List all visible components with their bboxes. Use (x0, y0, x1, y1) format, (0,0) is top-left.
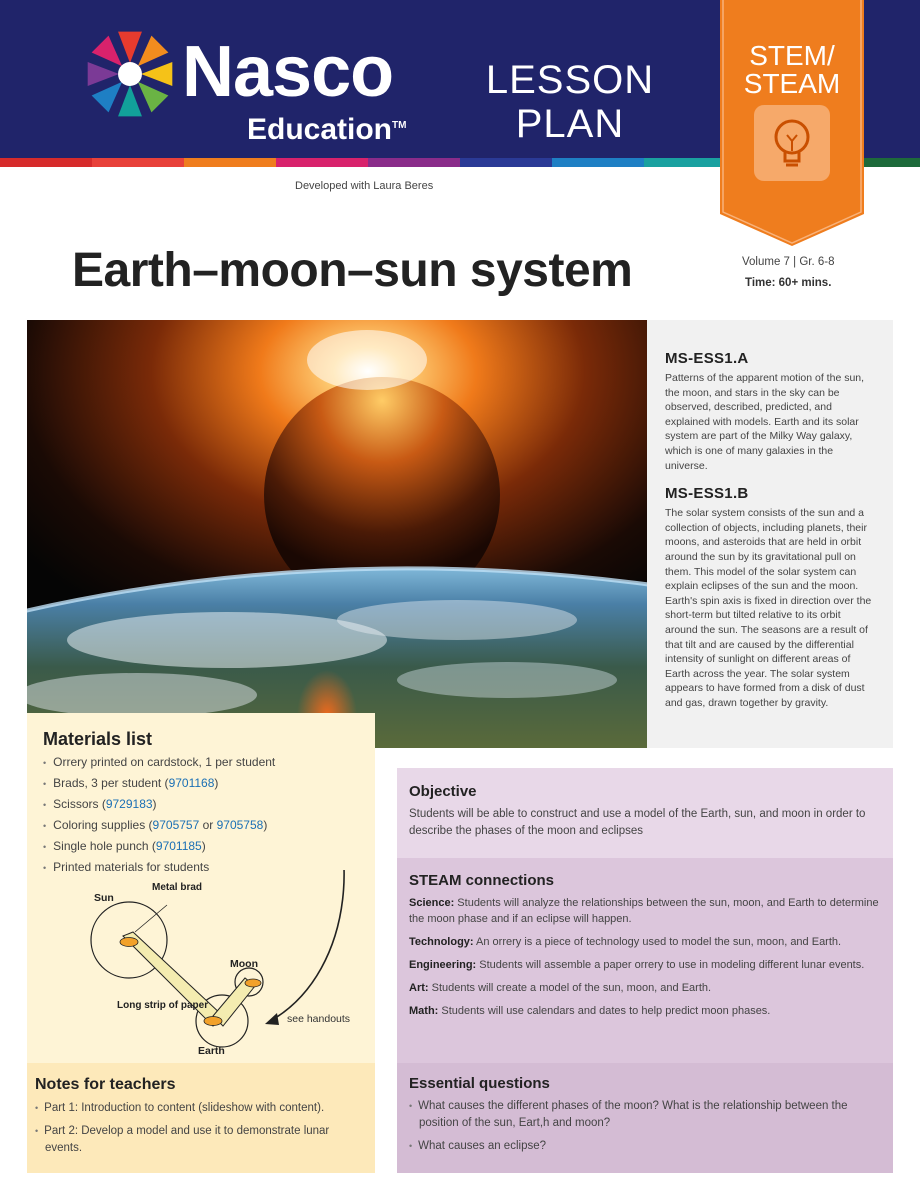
objective-title: Objective (409, 783, 477, 800)
notes-panel (27, 1063, 375, 1173)
orrery-diagram (27, 870, 375, 1060)
product-link[interactable]: 9701168 (168, 776, 215, 790)
essential-title: Essential questions (409, 1075, 550, 1092)
objective-text: Students will be able to construct and use a model of the Earth, sun, and moon in order to describe the phases of the moon and eclipses (409, 808, 866, 837)
lightbulb-icon (754, 105, 830, 181)
list-item: • Printed materials for students (43, 857, 359, 878)
list-item: • What causes the different phases of the moon? What is the relationship between the position of the sun, Eart,h and moon? (409, 1098, 881, 1132)
steam-panel (397, 858, 893, 1063)
list-item: • Part 1: Introduction to content (slideshow with content). (35, 1100, 367, 1117)
list-item: • Scissors (9729183) (43, 794, 359, 815)
list-item: • Single hole punch (9701185) (43, 836, 359, 857)
standard-code: MS-ESS1.B (665, 485, 749, 503)
brad-label: Metal brad (152, 882, 203, 893)
list-item: • Coloring supplies (9705757 or 9705758) (43, 815, 359, 836)
developed-with: Developed with Laura Beres (295, 180, 434, 192)
earth-label: Earth (198, 1045, 225, 1057)
product-link[interactable]: 9705758 (216, 818, 264, 832)
notes-title: Notes for teachers (35, 1076, 176, 1093)
essential-questions-panel (397, 1063, 893, 1173)
standard-text: The solar system consists of the sun and a collection of objects, including planets, their moons, and asteroids that are held in orbit around the sun by its gravitational pull on them. This model of the solar system can explain eclipses of the sun and the moon. Earth's spin axis is fixed in direction over the short-term but tilted relative to its orbit around the sun. The seasons are a result of that tilt and are caused by the differential intensity of sunlight on different areas of Earth across the year. The solar system appears to have formed from a disk of dust and gas, drawn together by gravity. (665, 507, 872, 709)
handouts-label: see handouts (287, 1013, 351, 1025)
moon-label: Moon (230, 958, 258, 970)
standards-panel (647, 320, 893, 748)
product-link[interactable]: 9701185 (155, 839, 202, 853)
objective-panel (397, 768, 893, 858)
product-link[interactable]: 9705757 (152, 818, 200, 832)
steam-item: Technology: An orrery is a piece of technology used to model the sun, moon, and Earth. (409, 936, 842, 948)
sun-label: Sun (94, 892, 114, 904)
star-logo-icon (84, 28, 176, 120)
steam-item: Engineering: Students will assemble a paper orrery to use in modeling different lunar events. (409, 959, 865, 971)
standard-text: Patterns of the apparent motion of the sun, the moon, and stars in the sky can be observed, described, predicted, and explained with models. Earth and its solar system are part of the Milky Way galaxy, which is one of many galaxies in the universe. (665, 372, 865, 472)
volume-grade: Volume 7 | Gr. 6-8 (742, 256, 835, 268)
page-title: Earth–moon–sun system (72, 244, 633, 297)
strip-label: Long strip of paper (117, 1000, 209, 1011)
materials-title: Materials list (43, 729, 153, 749)
list-item: • Brads, 3 per student (9701168) (43, 773, 359, 794)
standard-code: MS-ESS1.A (665, 350, 749, 367)
list-item: • What causes an eclipse? (409, 1138, 881, 1155)
stem-badge-label: STEM/ STEAM (743, 40, 841, 99)
brand-sub: Education™ (247, 113, 407, 146)
doc-type: LESSON PLAN (485, 58, 655, 146)
list-item: • Orrery printed on cardstock, 1 per student (43, 752, 359, 773)
product-link[interactable]: 9729183 (105, 797, 153, 811)
brand-name: Nasco (182, 32, 394, 112)
steam-title: STEAM connections (409, 872, 555, 889)
steam-item: Science: Students will analyze the relationships between the sun, moon, and Earth to determine the moon phase and if an eclipse will happen. (409, 897, 879, 925)
materials-list (43, 752, 359, 878)
earth-sunrise-image (27, 320, 647, 748)
steam-item: Math: Students will use calendars and dates to help predict moon phases. (409, 1005, 771, 1017)
nasco-logo (84, 28, 424, 146)
list-item: • Part 2: Develop a model and use it to demonstrate lunar events. (35, 1123, 367, 1157)
time-estimate: Time: 60+ mins. (745, 277, 832, 289)
steam-item: Art: Students will create a model of the sun, moon, and Earth. (409, 982, 712, 994)
